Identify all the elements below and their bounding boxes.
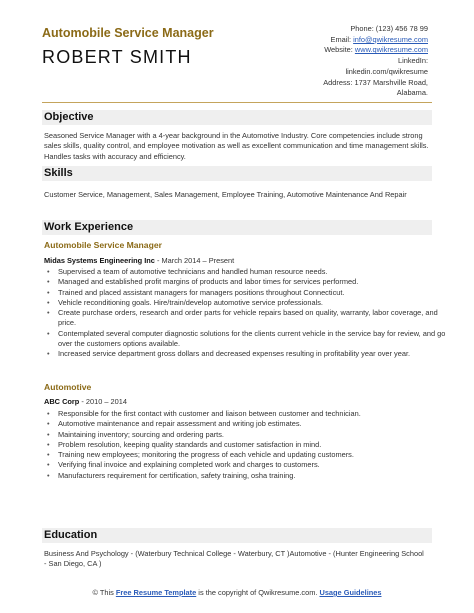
contact-address-2: Alabama.: [396, 88, 428, 98]
contact-phone: Phone: (123) 456 78 99: [350, 24, 428, 33]
contact-block: [228, 24, 428, 99]
job-2-title: Automotive: [44, 382, 92, 392]
objective-text: Seasoned Service Manager with a 4-year background in the Automotive Industry. Core competencies include strong sales skills, quality control, and employee motivation as well as excellent communication and time management skills. Handles tasks with accuracy and efficiency.: [44, 131, 429, 161]
contact-email-label: Email:: [330, 34, 354, 44]
list-item: • Manufacturers requirement for certification, safety training, osha training.: [58, 471, 446, 481]
contact-address: Address: 1737 Marshville Road,: [323, 77, 428, 87]
job-2-dates: - 2010 – 2014: [79, 397, 127, 406]
education-bar: [42, 528, 432, 543]
skills-text: Customer Service, Management, Sales Management, Employee Training, Automotive Maintenance And Repair: [44, 190, 407, 199]
usage-guidelines-link[interactable]: Usage Guidelines: [319, 588, 382, 597]
list-item: • Problem resolution, keeping quality standards and customer satisfaction in mind.: [58, 440, 446, 450]
job-2-company-line: [44, 397, 127, 406]
footer-middle: is the copyright of Qwikresume.com.: [196, 588, 320, 597]
job-title: Automobile Service Manager: [42, 26, 214, 40]
list-item: • Contemplated several computer diagnostic solutions for the clients current vehicle in the service bay for review, and go over the customers options available.: [58, 329, 446, 350]
list-item: • Training new employees; monitoring the progress of each vehicle and updating customers.: [58, 450, 446, 460]
job-1-title: Automobile Service Manager: [44, 240, 162, 250]
objective-title: Objective: [44, 111, 94, 123]
list-item: • Create purchase orders, research and order parts for vehicle repairs based on quality, warranty, labor coverage, and price.: [58, 308, 446, 329]
job-2-bullets: [44, 409, 446, 481]
job-1-company-line: [44, 256, 234, 265]
skills-bar: [42, 166, 432, 181]
list-item: • Managed and established profit margins of products and labor times for services performed.: [58, 277, 446, 287]
education-title: Education: [44, 529, 98, 541]
job-1-dates: - March 2014 – Present: [154, 256, 235, 265]
candidate-name: ROBERT SMITH: [42, 47, 192, 67]
list-item: • Maintaining inventory; sourcing and ordering parts.: [58, 430, 446, 440]
job-1-bullets: [44, 267, 446, 360]
list-item: • Automotive maintenance and repair assessment and writing job estimates.: [58, 419, 446, 429]
education-text: Business And Psychology - (Waterbury Technical College - Waterbury, CT )Automotive - (Hunter Engineering School - San Diego, CA ): [44, 549, 424, 569]
list-item: • Supervised a team of automotive technicians and handled human resource needs.: [58, 267, 446, 277]
job-1-company: Midas Systems Engineering Inc: [44, 256, 155, 265]
contact-linkedin: linkedin.com/qwikresume: [345, 66, 428, 76]
list-item: • Verifying final invoice and explaining completed work and charges to customers.: [58, 460, 446, 470]
objective-bar: [42, 110, 432, 125]
free-resume-template-link[interactable]: Free Resume Template: [115, 588, 197, 597]
footer: [0, 588, 474, 598]
list-item: • Vehicle reconditioning goals. Hire/train/develop automotive service professionals.: [58, 298, 446, 308]
list-item: • Trained and placed assistant managers for managers positions throughout Connecticut.: [58, 288, 446, 298]
contact-linkedin-label: LinkedIn:: [398, 56, 428, 66]
list-item: • Increased service department gross dollars and decreased expenses resulting in profitability year over year.: [58, 349, 446, 359]
experience-title: Work Experience: [44, 221, 134, 233]
contact-email-line: [228, 35, 428, 46]
contact-website-link[interactable]: www.qwikresume.com: [354, 45, 428, 55]
job-2-company: ABC Corp: [44, 397, 80, 406]
contact-website-label: Website:: [324, 45, 355, 55]
footer-prefix: © This: [92, 588, 116, 597]
contact-website-line: [228, 45, 428, 56]
header-divider: [42, 102, 432, 103]
list-item: • Responsible for the first contact with customer and liaison between customer and technician.: [58, 409, 446, 419]
skills-title: Skills: [44, 167, 73, 179]
contact-email-link[interactable]: info@qwikresume.com: [353, 34, 428, 44]
